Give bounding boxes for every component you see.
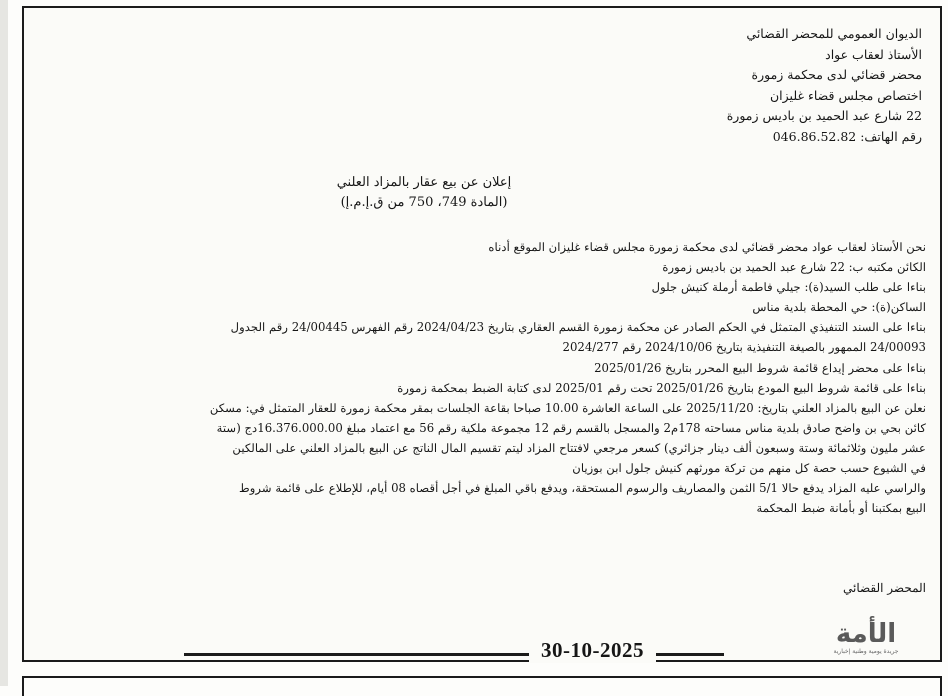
- issuer-header: [502, 24, 922, 147]
- header-line-court: محضر قضائي لدى محكمة زمورة: [751, 67, 922, 82]
- newspaper-logo: [804, 620, 928, 658]
- announcement-frame: [22, 6, 942, 662]
- body-line: والراسي عليه المزاد يدفع حالا 5/1 الثمن والمصاريف والرسوم المستحقة، ويدفع باقي المبلغ في أجل أقصاه 08 أيام، للإطلاع على قائمة شروط: [238, 481, 926, 496]
- body-line: في الشيوع حسب حصة كل منهم من تركة مورثهم كنيش جلول ابن بوزيان: [572, 461, 926, 476]
- body-line: البيع بمكتبنا أو بأمانة ضبط المحكمة: [756, 501, 926, 516]
- body-line: كائن بحي بن واضح صادق بلدية مناس مساحته 178م2 والمسجل بالقسم رقم 12 مجموعة ملكية رقم 56 مع اعتماد مبلغ 16.376.000.00دج (ستة: [216, 420, 926, 435]
- publication-date: 30-10-2025: [529, 638, 656, 663]
- body-line: بناءا على قائمة شروط البيع المودع بتاريخ 2025/01/26 تحت رقم 2025/01 لدى كتابة الضبط بمحكمة زمورة: [397, 380, 926, 395]
- body-line: بناءا على السند التنفيذي المتمثل في الحكم الصادر عن محكمة زمورة القسم العقاري بتاريخ 2024/04/23 رقم الفهرس 24/00445 رقم الجدول: [230, 320, 926, 335]
- header-line-office: الديوان العمومي للمحضر القضائي: [746, 26, 922, 41]
- header-line-bailiff-name: الأستاذ لعقاب عواد: [825, 46, 922, 62]
- body-line: نعلن عن البيع بالمزاد العلني بتاريخ: 2025/11/20 على الساعة العاشرة 10.00 صباحا بقاعة الجلسات بمقر محكمة زمورة للعقار المتمثل في: مسكن: [209, 400, 926, 415]
- body-line: بناءا على طلب السيد(ة): جيلي فاطمة أرملة كنيش جلول: [651, 280, 926, 295]
- page-edge-shadow: [0, 0, 8, 686]
- logo-tagline: جريدة يومية وطنية إخبارية: [833, 648, 899, 655]
- body-line: الساكن(ة): حي المحطة بلدية مناس: [752, 300, 926, 315]
- header-line-jurisdiction: اختصاص مجلس قضاء غليزان: [770, 87, 922, 103]
- body-line: بناءا على محضر إيداع قائمة شروط البيع المحرر بتاريخ 2025/01/26: [594, 360, 926, 375]
- announcement-body: [34, 237, 926, 518]
- header-line-phone: رقم الهاتف: 046.86.52.82: [772, 128, 922, 144]
- bailiff-signature: المحضر القضائي: [843, 581, 926, 595]
- title-legal-articles: (المادة 749، 750 من ق.إ.م.إ): [340, 195, 508, 210]
- title-main: إعلان عن بيع عقار بالمزاد العلني: [336, 175, 512, 190]
- announcement-title: [294, 173, 554, 213]
- next-announcement-frame: [22, 676, 942, 696]
- body-line: 24/00093 الممهور بالصيغة التنفيذية بتاريخ 2024/10/06 رقم 2024/277: [562, 340, 926, 355]
- logo-wordmark: الأمة: [835, 619, 897, 649]
- header-line-address: 22 شارع عبد الحميد بن باديس زمورة: [726, 108, 922, 123]
- body-line: نحن الأستاذ لعقاب عواد محضر قضائي لدى محكمة زمورة مجلس قضاء غليزان الموقع أدناه: [488, 240, 926, 254]
- body-line: الكائن مكتبه ب: 22 شارع عبد الحميد بن باديس زمورة: [662, 260, 926, 275]
- body-line: عشر مليون وثلاثمائة وستة وسبعون ألف دينار جزائري) كسعر مرجعي لافتتاح المزاد ليتم تقسيم المال الناتج عن البيع بالمزاد العلني على المالكين: [232, 440, 926, 455]
